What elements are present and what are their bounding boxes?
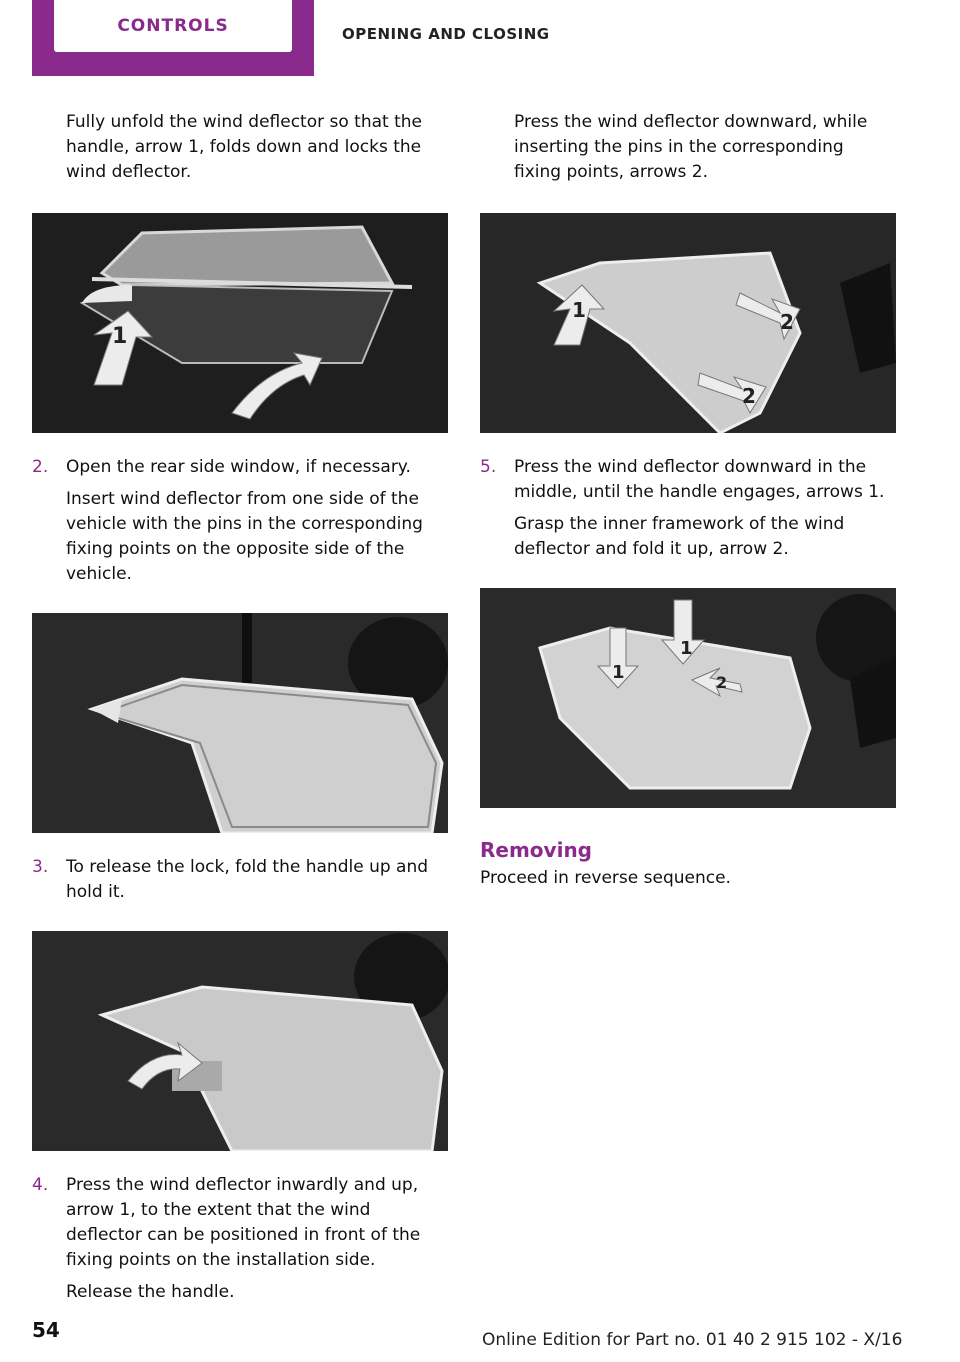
figure-unfold-deflector bbox=[32, 213, 448, 433]
step-5 bbox=[480, 455, 896, 562]
arrow-label-1: 1 bbox=[572, 298, 586, 322]
header-tab bbox=[32, 0, 314, 76]
step-2-line1: Open the rear side window, if necessary. bbox=[66, 457, 411, 477]
edition-footer: Online Edition for Part no. 01 40 2 915 102 - X/16 bbox=[482, 1330, 903, 1350]
section-label: OPENING AND CLOSING bbox=[342, 25, 550, 43]
figure-fold-up bbox=[480, 588, 896, 808]
removing-heading: Removing bbox=[480, 838, 592, 862]
step-3 bbox=[32, 855, 448, 905]
figure-insert-deflector bbox=[32, 613, 448, 833]
step-2-line2: Insert wind deflector from one side of the vehicle with the pins in the corresponding fixing points on the opposite side of the vehicle. bbox=[66, 489, 423, 584]
step-4 bbox=[32, 1173, 448, 1305]
step-4-line1: Press the wind deflector inwardly and up, arrow 1, to the extent that the wind deflector can be positioned in front of the fixing points on the installation side. bbox=[66, 1175, 421, 1270]
step-2 bbox=[32, 455, 448, 587]
arrow-label-2: 2 bbox=[716, 673, 728, 692]
left-column bbox=[32, 110, 448, 1305]
arrow-label-1b: 1 bbox=[612, 662, 625, 683]
chapter-label: CONTROLS bbox=[117, 16, 229, 36]
arrow-label-1: 1 bbox=[112, 324, 128, 349]
step-5-line1: Press the wind deflector downward in the middle, until the handle engages, arrows 1. bbox=[514, 457, 885, 502]
step-5-line2: Grasp the inner framework of the wind deflector and fold it up, arrow 2. bbox=[514, 514, 845, 559]
arrow-label-2b: 2 bbox=[742, 384, 756, 408]
right-column bbox=[480, 110, 896, 891]
step-5-number: 5. bbox=[480, 457, 497, 477]
arrow-label-1a: 1 bbox=[680, 638, 693, 659]
step-4-line2: Release the handle. bbox=[66, 1282, 235, 1302]
removing-text: Proceed in reverse sequence. bbox=[480, 868, 731, 888]
intro-paragraph: Fully unfold the wind deflector so that the handle, arrow 1, folds down and locks the wind deflector. bbox=[66, 112, 422, 182]
arrow-label-2a: 2 bbox=[780, 310, 794, 334]
page-number: 54 bbox=[32, 1318, 60, 1342]
step-3-number: 3. bbox=[32, 857, 49, 877]
step-4-number: 4. bbox=[32, 1175, 49, 1195]
figure-insert-pins bbox=[480, 213, 896, 433]
removing-section bbox=[480, 838, 896, 891]
right-intro-paragraph: Press the wind deflector downward, while inserting the pins in the corresponding fixing points, arrows 2. bbox=[514, 112, 868, 182]
header-tab-inner bbox=[54, 0, 292, 52]
figure-release-lock bbox=[32, 931, 448, 1151]
step-2-number: 2. bbox=[32, 457, 49, 477]
step-3-text: To release the lock, fold the handle up and hold it. bbox=[66, 857, 429, 902]
